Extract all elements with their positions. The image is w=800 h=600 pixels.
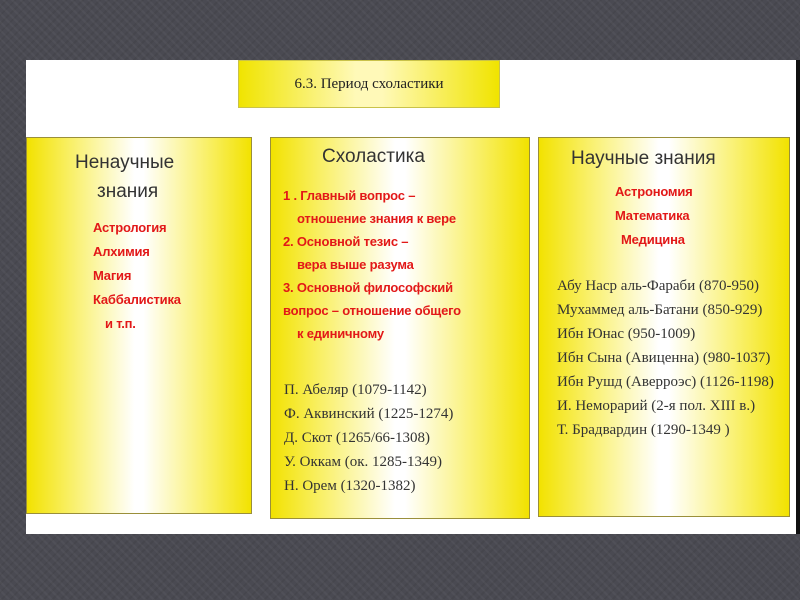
list-item: Математика [615, 208, 690, 223]
point-line: к единичному [297, 326, 384, 341]
point-line: 2. Основной тезис – [283, 234, 409, 249]
list-item: И. Неморарий (2-я пол. XIII в.) [557, 398, 756, 414]
non-scientific-list [93, 216, 181, 336]
list-item: Каббалистика [93, 292, 181, 307]
point-line: вопрос – отношение общего [283, 303, 461, 318]
scholasticism-points [283, 184, 461, 345]
list-item: Ибн Юнас (950-1009) [557, 326, 696, 342]
title-box [238, 60, 500, 108]
list-item: Н. Орем (1320-1382) [284, 478, 416, 494]
list-item: Алхимия [93, 244, 150, 259]
panel-heading: Научные знания [571, 148, 716, 169]
list-item: и т.п. [105, 316, 136, 331]
list-item: Астрономия [615, 184, 693, 199]
list-item: Магия [93, 268, 132, 283]
list-item: Астрология [93, 220, 167, 235]
heading-line: Ненаучные [75, 152, 175, 173]
point-line: 1 . Главный вопрос – [283, 188, 416, 203]
scholasticism-people [284, 378, 453, 498]
list-item: Ф. Аквинский (1225-1274) [284, 406, 454, 422]
point-line: отношение знания к вере [297, 211, 456, 226]
list-item: П. Абеляр (1079-1142) [284, 382, 427, 398]
heading-line: знания [97, 181, 159, 202]
scientific-people [557, 274, 774, 442]
panel-scientific [538, 137, 790, 517]
slide [26, 60, 800, 534]
title-text: 6.3. Период схоластики [294, 75, 444, 92]
panel-heading: Схоластика [322, 146, 425, 167]
point-line: 3. Основной философский [283, 280, 453, 295]
list-item: Д. Скот (1265/66-1308) [284, 430, 431, 446]
scientific-fields [615, 180, 693, 252]
slide-right-border [796, 60, 800, 534]
list-item: Медицина [621, 232, 685, 247]
panel-scholasticism [270, 137, 530, 519]
list-item: Ибн Рушд (Аверроэс) (1126-1198) [557, 374, 774, 390]
list-item: Ибн Сына (Авиценна) (980-1037) [557, 350, 771, 366]
panel-heading [75, 148, 174, 206]
point-line: вера выше разума [297, 257, 414, 272]
panel-non-scientific [26, 137, 252, 514]
list-item: У. Оккам (ок. 1285-1349) [284, 454, 443, 470]
list-item: Мухаммед аль-Батани (850-929) [557, 302, 763, 318]
list-item: Абу Наср аль-Фараби (870-950) [557, 278, 759, 294]
list-item: Т. Брадвардин (1290-1349 ) [557, 422, 730, 438]
